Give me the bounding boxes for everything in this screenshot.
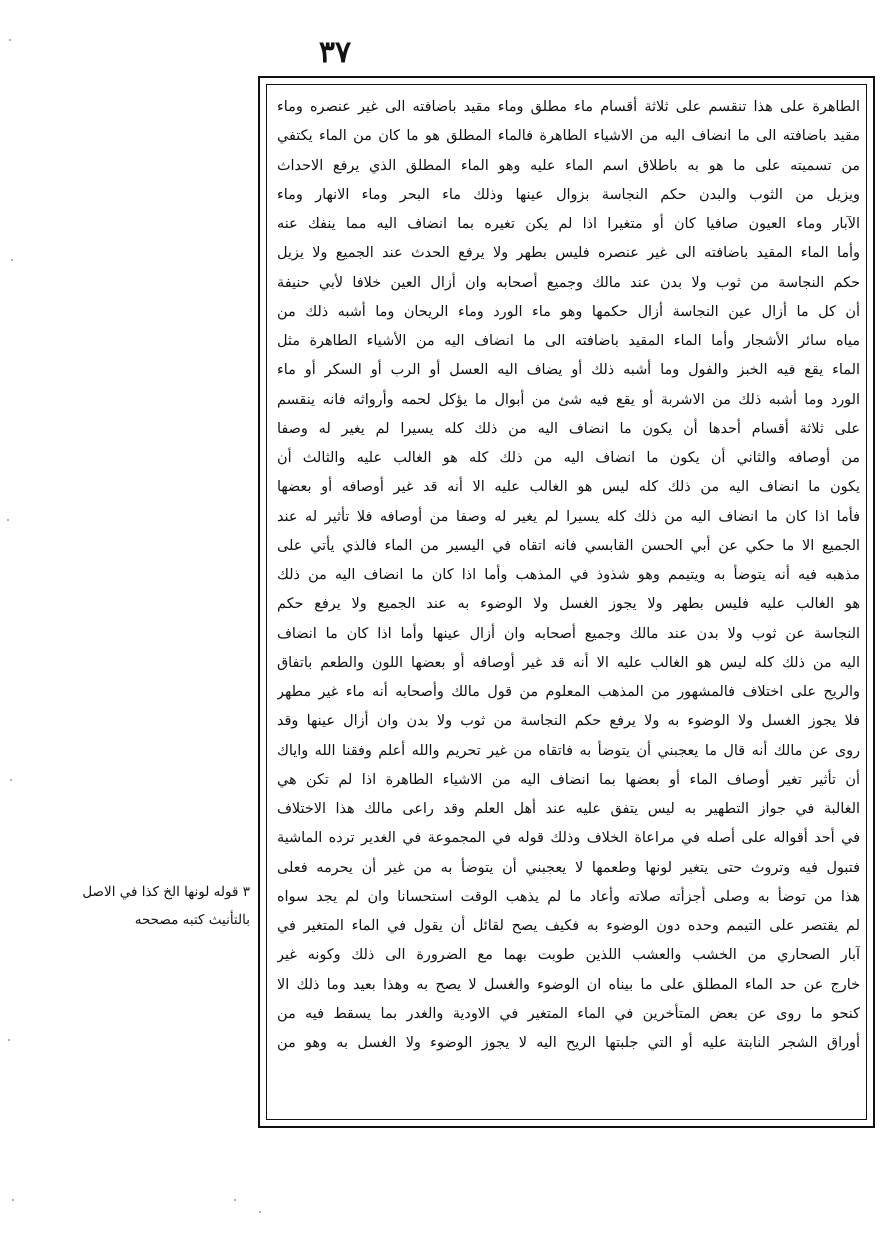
text-line: فلا يجوز الغسل ولا الوضوء به ولا يرفع حكم النجاسة من ثوب ولا بدن وان أزال عينها وقد bbox=[277, 713, 860, 730]
text-line: كنحو ما روى عن بعض المتأخرين في الماء المتغير في الاودية والغدر بما يسقط فيه من bbox=[277, 1005, 860, 1022]
text-line: ويزيل من الثوب والبدن حكم النجاسة بزوال عينها وذلك ماء البحر وماء الانهار وماء bbox=[277, 186, 860, 203]
text-line: من أوصافه والثاني أن يكون ما انضاف اليه من ذلك كله هو الغالب عليه والثالث أن bbox=[277, 450, 860, 466]
text-line: هو الغالب عليه فليس بطهر ولا يجوز الغسل ولا الوضوء به عند الجميع ولا يرفع حكم bbox=[277, 596, 860, 613]
text-line: في أحد أقواله على أصله في مراعاة الخلاف وذلك قوله في المجموعة في الغدير ترده الماشية bbox=[277, 830, 860, 847]
text-line: حكم النجاسة من ثوب ولا بدن عند مالك وجميع أصحابه وان أزال العين خلافا لأبي حنيفة bbox=[277, 274, 860, 291]
text-line: فتبول فيه وتروث حتى يتغير لونها وطعمها لا يعجبني أن يتوضأ به من غير أن يحرمه فعلى bbox=[277, 859, 860, 876]
text-line: مقيد باضافته الى ما انضاف اليه من الاشياء الطاهرة فالماء المطلق هو ما كان من الماء يكتفي bbox=[277, 128, 860, 145]
text-line: وأما الماء المقيد باضافته الى غير عنصره فليس بطهر ولا يرفع الحدث عند الجميع ولا يزيل bbox=[277, 245, 860, 262]
text-line: والريح على اختلاف فالمشهور من المذهب المعلوم من قول مالك وأصحابه أنه ماء غير مطهر bbox=[277, 684, 860, 700]
text-line: النجاسة عن ثوب ولا بدن عند مالك وجميع أصحابه وان أزال عينها وأما اذا كان ما انضاف bbox=[277, 625, 860, 642]
text-line: يكون ما انضاف اليه من ذلك كله ليس هو الغالب عليه الا أنه قد غير أوصافه أو بعضها bbox=[277, 479, 860, 496]
text-line: الجميع الا ما حكي عن أبي الحسن القابسي فانه اتقاه في اليسير من الماء فالذي يأتي على bbox=[277, 537, 860, 554]
margin-note-marker: ٣ bbox=[242, 884, 250, 900]
text-line: أن تأثير تغير أوصاف الماء أو بعضها بما انضاف اليه من الاشياء الطاهرة اذا لم تكن هي bbox=[277, 771, 860, 788]
text-line: على ثلاثة أقسام أحدها أن يكون ما انضاف اليه من ذلك كله يسيرا لم يغير له وصفا bbox=[277, 420, 860, 437]
text-line: الطاهرة على هذا تنقسم على ثلاثة أقسام ماء مطلق وماء مقيد باضافته الى غير عنصره وماء bbox=[277, 99, 860, 115]
text-line: الآبار وماء العيون صافيا كان أو متغيرا اذا لم يكن تغيره بما انضاف اليه مما ينفك عنه bbox=[277, 216, 860, 232]
margin-note-line-2: بالتأنيث كتبه مصححه bbox=[134, 912, 250, 928]
text-line: فأما اذا كان ما انضاف اليه من ذلك كله يسيرا لم يغير له وصفا من أوصافه فلا تأثير له عند bbox=[277, 508, 860, 525]
text-line: أن كل ما أزال عين النجاسة أزال حكمها وهو ماء الورد وماء الريحان وما أشبه ذلك من bbox=[277, 303, 860, 320]
text-line: الورد وما أشبه ذلك من الاشربة أو يقع فيه شئ من أبوال ما يؤكل لحمه وأرواثه فانه ينقسم bbox=[277, 391, 860, 408]
text-line: اليه من ذلك كله ليس هو الغالب عليه الا أنه قد غير أوصافه أو بعضها اللون والطعم باتفاق bbox=[277, 654, 860, 671]
text-frame-inner-border bbox=[266, 84, 867, 1120]
main-text-block bbox=[277, 93, 860, 1113]
text-line: أوراق الشجر النابتة عليه أو التي جلبتها الريح اليه لا يجوز الوضوء ولا الغسل به وهو من bbox=[277, 1035, 860, 1051]
text-line: الماء يقع فيه الخبز والفول وما أشبه ذلك أو يضاف اليه العسل أو الرب أو السكر أو ماء bbox=[277, 362, 860, 379]
text-line: آبار الصحاري من الخشب والعشب اللذين طوبت بهما مع الضرورة الى ذلك وكونه غير bbox=[277, 947, 860, 964]
text-line: مياه سائر الأشجار وأما الماء المقيد باضافته الى ما انضاف اليه من الأشياء الطاهرة مثل bbox=[277, 333, 860, 349]
text-line: خارج عن حد الماء المطلق على ما بيناه ان الوضوء والغسل لا يصح به وهذا بعيد وما ذلك الا bbox=[277, 976, 860, 993]
text-line: مذهبه فيه أنه يتوضأ به ويتيمم وهو شذوذ في المذهب وأما اذا كان ما انضاف اليه من ذلك bbox=[277, 567, 860, 583]
text-line: لم يقتصر على التيمم وحده دون الوضوء به فكيف يصح لقائل أن يقول في الماء المتغير في bbox=[277, 918, 860, 934]
text-line: روى عن مالك أنه قال ما يعجبني أن يتوضأ به فاتقاه من غير تحريم والله أعلم وفقنا الله واياك bbox=[277, 742, 860, 759]
text-line: الغالبة في جواز التطهير به ليس يتفق عليه عند أهل العلم وقد راعى مالك هذا الاختلاف bbox=[277, 801, 860, 817]
margin-note bbox=[28, 878, 250, 934]
text-line: هذا من توضأ به وصلى أجزأته صلاته وأعاد ما لم يذهب الوقت استحسانا وان لم يجد سواه bbox=[277, 888, 860, 905]
page-number: ٣٧ bbox=[318, 35, 352, 70]
text-line: من تسميته على ما هو به باطلاق اسم الماء عليه وهو الماء المطلق الذي يرفع الاحداث bbox=[277, 157, 860, 174]
text-frame bbox=[258, 76, 875, 1128]
margin-note-line-1 bbox=[28, 878, 250, 906]
margin-note-text-1: قوله لونها الخ كذا في الاصل bbox=[82, 884, 239, 900]
